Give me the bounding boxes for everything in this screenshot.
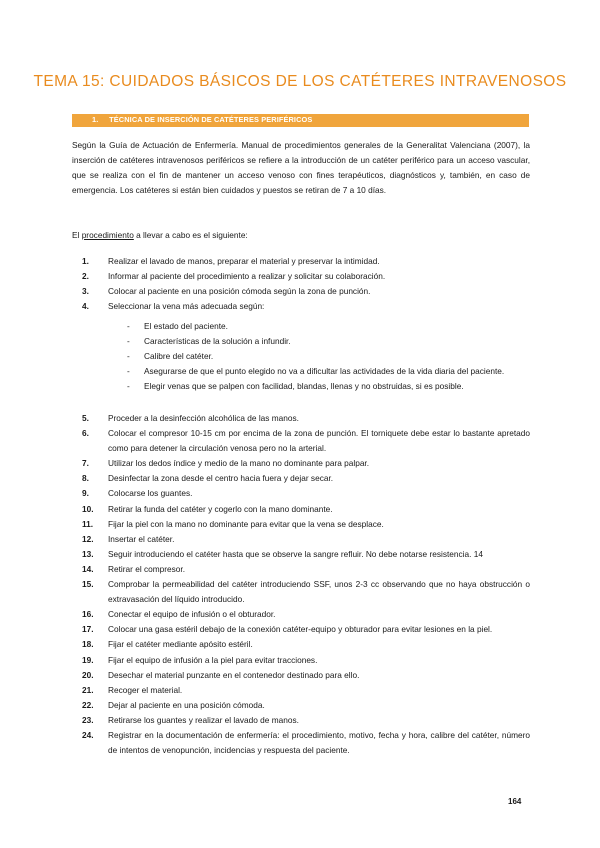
step-number: 2. bbox=[82, 271, 89, 282]
step-item bbox=[82, 547, 530, 562]
step-number: 21. bbox=[82, 684, 94, 695]
procedure-intro-prefix: El bbox=[72, 230, 82, 240]
intro-paragraph: Según la Guía de Actuación de Enfermería. Manual de procedimientos generales de la Generalitat Valenciana (2007), la inserción de catéteres intravenosos periféricos se refiere a la introducción de un catéter periférico para un acceso vascular, que se realiza con el fin de mantener un acceso venoso con fines terapéuticos, diagnósticos y, también, en caso de emergencia. Los catéteres si están bien cuidados y puestos se retiran de 7 a 10 días. bbox=[72, 140, 530, 196]
step-item bbox=[82, 486, 530, 501]
procedure-keyword: procedimiento bbox=[81, 230, 134, 240]
vein-selection-criteria bbox=[127, 319, 527, 394]
procedure-intro-suffix: a llevar a cabo es el siguiente: bbox=[133, 230, 248, 240]
criteria-item bbox=[127, 349, 527, 364]
step-item bbox=[82, 713, 530, 728]
step-number: 17. bbox=[82, 624, 94, 635]
step-number: 24. bbox=[82, 729, 94, 740]
step-item bbox=[82, 471, 530, 486]
step-text: Fijar el catéter mediante apósito estéril. bbox=[108, 639, 253, 650]
step-text: Seleccionar la vena más adecuada según: bbox=[108, 301, 265, 312]
step-text: Recoger el material. bbox=[108, 684, 183, 695]
step-text: Proceder a la desinfección alcohólica de las manos. bbox=[108, 413, 299, 423]
step-item bbox=[82, 728, 530, 758]
step-number: 1. bbox=[82, 256, 89, 266]
criteria-text: Características de la solución a infundir. bbox=[144, 336, 291, 347]
step-number: 7. bbox=[82, 458, 89, 469]
dash-bullet: - bbox=[127, 336, 130, 347]
step-text: Retirar el compresor. bbox=[108, 563, 186, 574]
criteria-text: Elegir venas que se palpen con facilidad, blandas, llenas y no obstruidas, si es posible. bbox=[144, 381, 464, 392]
step-item bbox=[82, 637, 530, 652]
step-text: Fijar la piel con la mano no dominante para evitar que la vena se desplace. bbox=[108, 518, 384, 529]
procedure-steps-list-continued bbox=[82, 411, 530, 758]
step-item bbox=[82, 577, 530, 607]
step-number: 19. bbox=[82, 654, 94, 665]
page-number: 164 bbox=[508, 797, 522, 806]
procedure-intro bbox=[72, 229, 530, 242]
step-number: 23. bbox=[82, 714, 94, 725]
step-text: Utilizar los dedos índice y medio de la mano no dominante para palpar. bbox=[108, 458, 370, 469]
step-text: Retirarse los guantes y realizar el lavado de manos. bbox=[108, 714, 299, 725]
step-number: 4. bbox=[82, 301, 89, 312]
step-text: Seguir introduciendo el catéter hasta que se observe la sangre refluir. No debe notarse resistencia. 14 bbox=[108, 548, 483, 559]
step-item bbox=[82, 562, 530, 577]
step-text: Registrar en la documentación de enfermería: el procedimiento, motivo, fecha y hora, calibre del catéter, número de intentos de venopunción, incidencias y respuesta del paciente. bbox=[108, 729, 530, 756]
step-item bbox=[82, 532, 530, 547]
step-item bbox=[82, 668, 530, 683]
step-text: Dejar al paciente en una posición cómoda. bbox=[108, 699, 265, 710]
section-number: 1. bbox=[92, 115, 99, 124]
step-item bbox=[82, 622, 530, 637]
step-item bbox=[82, 411, 530, 426]
step-text: Realizar el lavado de manos, preparar el material y preservar la intimidad. bbox=[108, 256, 380, 266]
step-number: 13. bbox=[82, 548, 94, 559]
step-text: Colocar una gasa estéril debajo de la conexión catéter-equipo y obturador para evitar lesiones en la piel. bbox=[108, 624, 493, 635]
page-title: TEMA 15: CUIDADOS BÁSICOS DE LOS CATÉTERES INTRAVENOSOS bbox=[33, 73, 567, 90]
step-text: Colocar al paciente en una posición cómoda según la zona de punción. bbox=[108, 286, 371, 297]
step-number: 14. bbox=[82, 563, 94, 574]
step-item bbox=[82, 284, 530, 299]
dash-bullet: - bbox=[127, 351, 130, 362]
step-text: Desechar el material punzante en el contenedor destinado para ello. bbox=[108, 669, 360, 680]
step-item bbox=[82, 299, 530, 314]
section-heading-bar bbox=[72, 114, 529, 127]
step-item bbox=[82, 426, 530, 456]
step-number: 5. bbox=[82, 413, 89, 423]
step-text: Colocarse los guantes. bbox=[108, 488, 193, 499]
criteria-item bbox=[127, 319, 527, 334]
step-number: 9. bbox=[82, 488, 89, 499]
step-number: 6. bbox=[82, 428, 89, 439]
step-item bbox=[82, 683, 530, 698]
dash-bullet: - bbox=[127, 381, 130, 392]
step-item bbox=[82, 607, 530, 622]
step-number: 22. bbox=[82, 699, 94, 710]
step-text: Desinfectar la zona desde el centro hacia fuera y dejar secar. bbox=[108, 473, 334, 484]
step-number: 11. bbox=[82, 518, 94, 529]
step-item bbox=[82, 653, 530, 668]
step-item bbox=[82, 269, 530, 284]
step-text: Fijar el equipo de infusión a la piel para evitar tracciones. bbox=[108, 654, 318, 665]
step-item bbox=[82, 517, 530, 532]
step-text: Retirar la funda del catéter y cogerlo con la mano dominante. bbox=[108, 503, 333, 514]
criteria-item bbox=[127, 364, 527, 379]
step-item bbox=[82, 254, 530, 269]
step-number: 12. bbox=[82, 533, 94, 544]
step-text: Insertar el catéter. bbox=[108, 533, 175, 544]
step-number: 18. bbox=[82, 639, 94, 650]
step-number: 16. bbox=[82, 609, 94, 620]
criteria-text: El estado del paciente. bbox=[144, 321, 228, 331]
step-text: Conectar el equipo de infusión o el obturador. bbox=[108, 609, 276, 620]
step-text: Comprobar la permeabilidad del catéter introduciendo SSF, unos 2-3 cc observando que no haya obstrucción o extravasación del líquido introducido. bbox=[108, 579, 530, 605]
criteria-text: Calibre del catéter. bbox=[144, 351, 214, 362]
criteria-item bbox=[127, 379, 527, 394]
step-text: Colocar el compresor 10-15 cm por encima de la zona de punción. El torniquete debe estar lo bastante apretado como para detener la circulación venosa pero no la arterial. bbox=[108, 428, 530, 454]
step-text: Informar al paciente del procedimiento a realizar y solicitar su colaboración. bbox=[108, 271, 386, 282]
section-heading bbox=[92, 115, 312, 124]
procedure-steps-list bbox=[82, 254, 530, 314]
criteria-text: Asegurarse de que el punto elegido no va a dificultar las actividades de la vida diaria del paciente. bbox=[144, 366, 505, 377]
step-number: 20. bbox=[82, 669, 94, 680]
step-item bbox=[82, 456, 530, 471]
dash-bullet: - bbox=[127, 366, 130, 377]
step-item bbox=[82, 502, 530, 517]
section-title: TÉCNICA DE INSERCIÓN DE CATÉTERES PERIFÉRICOS bbox=[109, 115, 313, 124]
step-item bbox=[82, 698, 530, 713]
step-number: 10. bbox=[82, 503, 94, 514]
criteria-item bbox=[127, 334, 527, 349]
step-number: 15. bbox=[82, 579, 94, 590]
step-number: 8. bbox=[82, 473, 89, 484]
dash-bullet: - bbox=[127, 321, 130, 331]
step-number: 3. bbox=[82, 286, 89, 297]
